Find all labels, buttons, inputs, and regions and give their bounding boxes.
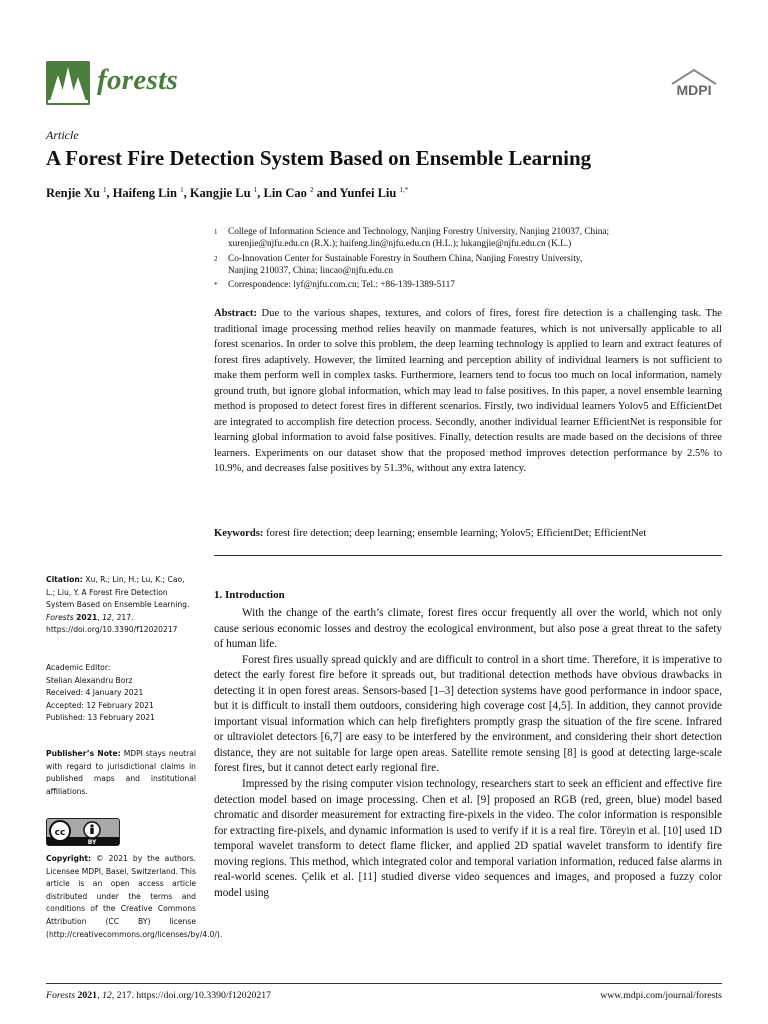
author-separator: , <box>257 186 264 201</box>
affiliation-number: 1 <box>214 228 218 236</box>
affiliation-number: 2 <box>214 255 218 263</box>
author-separator: , <box>106 186 113 201</box>
author-separator: , <box>183 186 190 201</box>
mdpi-logo <box>666 66 722 100</box>
license-badge-text: BY <box>87 839 97 845</box>
cc-by-license-icon[interactable] <box>46 818 120 846</box>
accepted-date: Accepted: 12 February 2021 <box>46 700 154 710</box>
citation-block: Citation: Xu, R.; Lin, H.; Lu, K.; Cao, L.; Liu, Y. A Forest Fire Detection System Based on Ensemble Learning. Forests 2021, 12, 217. https://doi.org/10.3390/f12020217 <box>46 575 190 635</box>
citation-pages: , 217. <box>111 612 134 622</box>
author-affiliation-mark: 1 <box>180 186 184 194</box>
paragraph: With the change of the earth’s climate, forest fires occur frequently all over the world, which not only cause serious economic losses and destroy the ecological environment, but also pose a great threat to the safety of human life. <box>214 607 722 651</box>
abstract-divider <box>214 555 722 556</box>
forests-logo-icon <box>46 61 90 105</box>
copyright-text: © 2021 by the authors. Licensee MDPI, Basel, Switzerland. This article is an open access article distributed under the terms and conditions of the Creative Commons Attribution (CC BY) license (http://creativecommons.org/licenses/by/4.0/). <box>46 854 223 939</box>
journal-name: forests <box>97 64 179 96</box>
svg-text:cc: cc <box>54 828 66 838</box>
author-affiliation-mark: 2 <box>310 186 314 194</box>
author-name: Haifeng Lin <box>112 186 181 201</box>
author-list <box>46 186 408 201</box>
author-name: Kangjie Lu <box>189 186 254 201</box>
footer-volume: 12 <box>101 990 112 1001</box>
mdpi-logo-text: MDPI <box>676 82 712 98</box>
author-name: Yunfei Liu <box>339 186 400 201</box>
published-date: Published: 13 February 2021 <box>46 713 155 723</box>
introduction-body <box>214 606 722 901</box>
abstract <box>214 306 722 477</box>
affiliation-line: College of Information Science and Technology, Nanjing Forestry University, Nanjing 210037, China; <box>228 227 610 237</box>
editor-name: Stelian Alexandru Borz <box>46 675 133 685</box>
correspondence-line: Correspondence: lyf@njfu.com.cn; Tel.: +86-139-1389-5117 <box>228 280 455 290</box>
affiliation-line: Co-Innovation Center for Sustainable Forestry in Southern China, Nanjing Forestry University, <box>228 254 583 264</box>
publisher-note-text: MDPI stays neutral with regard to jurisdictional claims in published maps and institutional affiliations. <box>46 749 196 796</box>
copyright-label: Copyright: <box>46 854 92 863</box>
footer-divider <box>46 983 722 984</box>
author-separator: and <box>313 186 340 201</box>
author-affiliation-mark: 1 <box>253 186 258 194</box>
footer-year: 2021 <box>77 990 98 1001</box>
paragraph: Forest fires usually spread quickly and are difficult to control in a short time. Therefore, it is imperative to detect the early forest fire before it spreads out, but traditional detection methods have obvious drawbacks in detecting it in open forest areas. Sensors-based [1–3] detection systems have good performance in indoor space, but it is difficult to install them outdoors, considering high coverage cost [4,5]. In addition, they cannot provide important visual information which can help firefighters promptly grasp the situation of the fire scene. Infrared or ultraviolet detectors [6,7] are easy to be interfered by the environment, and considering their short detection distance, they are not suitable for large open areas. Satellite remote sensing [8] is good at detecting large-scale forest fires, but it cannot detect early regional fire. <box>214 653 722 775</box>
citation-journal: Forests <box>46 612 74 622</box>
received-date: Received: 4 January 2021 <box>46 688 144 698</box>
publisher-note <box>46 748 196 798</box>
affiliation-line: xurenjie@njfu.edu.cn (R.X.); haifeng.lin@njfu.edu.cn (H.L.); lukangjie@njfu.edu.cn (K.L.) <box>228 239 572 249</box>
citation-text: Xu, R.; Lin, H.; Lu, K.; Cao, L.; Liu, Y. A Forest Fire Detection System Based on Ensemble Learning. <box>46 575 190 610</box>
abstract-text: Due to the various shapes, textures, and colors of fires, forest fire detection is a challenging task. The traditional image processing method relies heavily on manmade features, which is not universally applicable to all forest scenarios. In order to solve this problem, the deep learning technology is applied to learn and extract features of forest fires adaptively. However, the limited learning and perception ability of individual learners is not sufficient to make them perform well in complex tasks. Furthermore, learners tend to focus too much on local information, namely ground truth, but ignore global information, which may lead to false positives. In this paper, a novel ensemble learning method is proposed to detect forest fires in different scenarios. Firstly, two individual learners Yolov5 and EfficientDet are integrated to accomplish fire detection process. Secondly, another individual learner EfficientNet is responsible for learning global information to avoid false positives. Finally, detection results are made based on the decisions of three learners. Experiments on our dataset show that the proposed method improves detection performance by 2.5% to 10.9%, and decreases false positives by 51.3%, without any extra latency. <box>214 308 722 474</box>
editor-block <box>46 662 196 725</box>
citation-year: 2021 <box>76 612 98 622</box>
author-name: Lin Cao <box>263 186 311 201</box>
affiliation-number: * <box>214 281 218 289</box>
footer-citation: Forests 2021, 12, 217. https://doi.org/10.3390/f12020217 <box>46 990 272 1001</box>
footer-doi: , 217. https://doi.org/10.3390/f12020217 <box>111 990 272 1001</box>
author-affiliation-mark: 1 <box>102 186 107 194</box>
affiliation-line: Nanjing 210037, China; lincao@njfu.edu.cn <box>228 266 394 276</box>
keywords-text: forest fire detection; deep learning; ensemble learning; Yolov5; EfficientDet; EfficientNet <box>266 528 647 539</box>
citation-volume: 12 <box>102 612 112 622</box>
copyright-block <box>46 853 223 941</box>
paragraph: Impressed by the rising computer vision technology, researchers start to seek an efficient and effective fire detection model based on image processing. Chen et al. [9] proposed an RGB (red, green, blue) model based chromatic and disorder measurement for extracting fire-pixels in the video. The color information is responsible for extracting fire-pixels, and dynamic information is used to verify if it is a real fire. Töreyin et al. [10] used 1D temporal wavelet transform to detect flame flicker, and applied 2D spatial wavelet transform to identify fire moving regions. This method, which integrated color and temporal variation information, reduced false alarms in real-world scenes. Çelik et al. [11] studied diverse video sequences and images, and proposed a fuzzy color model using <box>214 778 722 899</box>
author-name: Renjie Xu <box>46 186 103 201</box>
footer-journal: Forests <box>46 990 76 1001</box>
citation-doi-link[interactable]: https://doi.org/10.3390/f12020217 <box>46 625 178 635</box>
keywords-label: Keywords: <box>214 528 264 539</box>
author-affiliation-mark: 1,* <box>399 186 409 194</box>
article-type: Article <box>46 128 79 142</box>
citation-label: Citation: <box>46 575 83 584</box>
abstract-label: Abstract: <box>214 308 257 319</box>
keywords <box>214 527 722 541</box>
editor-label: Academic Editor: <box>46 663 111 672</box>
section-heading: 1. Introduction <box>214 589 285 601</box>
footer-journal-url[interactable]: www.mdpi.com/journal/forests <box>600 990 722 1001</box>
publisher-note-label: Publisher’s Note: <box>46 749 121 758</box>
paper-title: A Forest Fire Detection System Based on Ensemble Learning <box>46 146 592 170</box>
